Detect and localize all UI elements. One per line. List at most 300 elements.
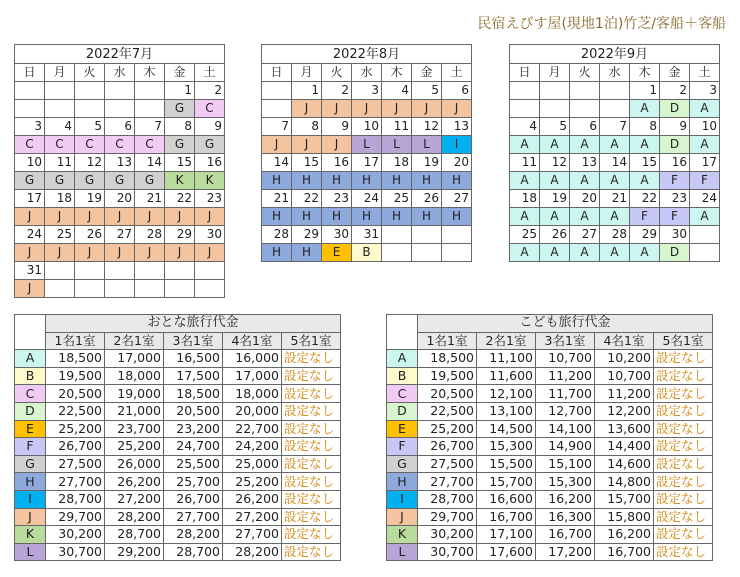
rate-code-cell: A [540,136,570,154]
rate-code-cell: C [105,136,135,154]
rate-code-cell: D [15,402,46,420]
price-cell: 16,300 [536,508,595,526]
month-label: 2022年7月 [15,45,225,64]
occupancy-header: 3名1室 [536,332,595,350]
price-cell: 11,200 [595,385,654,403]
date-cell: 8 [292,118,322,136]
rate-code-cell: C [195,100,225,118]
price-cell: 15,500 [477,455,536,473]
price-cell: 設定なし [282,490,341,508]
code-row [262,244,472,262]
date-cell: 10 [15,154,45,172]
price-cell: 21,000 [105,402,164,420]
code-row [510,100,720,118]
rate-code-cell: H [262,208,292,226]
weekday-cell: 金 [660,64,690,82]
price-row [387,385,713,403]
date-cell: 9 [660,118,690,136]
price-cell: 設定なし [282,385,341,403]
rate-code-cell: G [135,172,165,190]
rate-code-cell [75,100,105,118]
date-cell: 22 [630,190,660,208]
price-cell: 設定なし [282,402,341,420]
date-cell: 13 [442,118,472,136]
rate-code-cell: H [387,473,418,491]
rate-code-cell: L [15,543,46,561]
rate-code-cell: G [15,455,46,473]
price-cell: 11,200 [536,367,595,385]
price-cell: 11,600 [477,367,536,385]
price-row [15,402,341,420]
price-cell: 11,700 [536,385,595,403]
date-row [262,118,472,136]
price-cell: 設定なし [654,543,713,561]
price-cell: 14,800 [595,473,654,491]
date-row [262,190,472,208]
price-cell: 28,200 [164,526,223,544]
price-cell: 10,700 [595,367,654,385]
rate-code-cell: G [195,136,225,154]
price-cell: 設定なし [282,526,341,544]
price-cell: 16,200 [595,526,654,544]
calendar-september [509,44,720,262]
date-cell: 16 [322,154,352,172]
rate-code-cell: H [382,172,412,190]
code-row [510,244,720,262]
price-cell: 13,100 [477,402,536,420]
price-cell: 24,700 [164,438,223,456]
weekday-cell: 日 [510,64,540,82]
price-cell: 27,700 [46,473,105,491]
occupancy-header: 4名1室 [223,332,282,350]
weekday-cell: 水 [600,64,630,82]
date-cell: 30 [322,226,352,244]
price-cell: 設定なし [282,543,341,561]
date-cell: 27 [570,226,600,244]
rate-code-cell: F [660,172,690,190]
price-cell: 25,700 [164,473,223,491]
price-cell: 19,500 [418,367,477,385]
rate-code-cell: J [15,280,45,298]
rate-code-cell: G [165,100,195,118]
rate-code-cell: A [630,172,660,190]
price-row [15,508,341,526]
price-cell: 18,000 [105,367,164,385]
date-cell [510,82,540,100]
rate-code-cell: A [15,350,46,368]
rate-code-cell: H [442,208,472,226]
rate-code-cell: J [195,244,225,262]
rate-code-cell: L [382,136,412,154]
price-row [15,367,341,385]
rate-code-cell: A [630,100,660,118]
child-price-table [386,314,713,561]
date-cell [105,82,135,100]
date-cell: 8 [630,118,660,136]
price-cell: 27,700 [164,508,223,526]
price-cell: 28,200 [223,543,282,561]
price-row [387,350,713,368]
price-cell: 22,500 [418,402,477,420]
date-cell: 6 [105,118,135,136]
rate-code-cell: H [292,244,322,262]
date-cell: 13 [105,154,135,172]
rate-code-cell: J [165,208,195,226]
rate-code-cell: A [540,172,570,190]
date-cell: 18 [510,190,540,208]
price-cell: 設定なし [282,420,341,438]
price-row [387,526,713,544]
date-cell: 4 [382,82,412,100]
date-cell: 5 [75,118,105,136]
price-cell: 14,400 [595,438,654,456]
price-cell: 19,000 [105,385,164,403]
rate-code-cell: L [352,136,382,154]
weekday-cell: 日 [15,64,45,82]
price-row [15,455,341,473]
rate-code-cell: I [15,490,46,508]
rate-code-cell: F [690,172,720,190]
price-row [15,473,341,491]
price-row [387,543,713,561]
date-cell: 12 [75,154,105,172]
date-cell: 14 [262,154,292,172]
date-cell: 3 [690,82,720,100]
date-cell: 2 [322,82,352,100]
price-row [387,402,713,420]
date-cell [45,262,75,280]
price-cell: 16,500 [164,350,223,368]
date-cell [165,262,195,280]
code-row [15,172,225,190]
date-cell: 28 [600,226,630,244]
date-row [15,190,225,208]
date-cell: 4 [45,118,75,136]
date-cell: 26 [75,226,105,244]
price-cell: 設定なし [654,385,713,403]
rate-code-cell [15,100,45,118]
rate-code-cell [262,100,292,118]
date-cell: 13 [570,154,600,172]
date-cell: 20 [442,154,472,172]
rate-code-cell: A [630,244,660,262]
price-cell: 30,700 [46,543,105,561]
date-row [262,82,472,100]
date-cell: 16 [195,154,225,172]
price-cell: 15,800 [595,508,654,526]
price-cell: 25,500 [164,455,223,473]
date-row [510,154,720,172]
price-cell: 25,200 [46,420,105,438]
rate-code-cell: J [75,244,105,262]
price-cell: 12,700 [536,402,595,420]
code-row [15,100,225,118]
price-cell: 11,100 [477,350,536,368]
price-header-row [15,332,341,350]
rate-code-cell: L [412,136,442,154]
rate-code-cell: H [322,172,352,190]
date-cell [412,226,442,244]
price-cell: 設定なし [654,367,713,385]
price-cell: 16,200 [536,490,595,508]
month-header-row [262,45,472,64]
date-cell: 15 [630,154,660,172]
calendar-july [14,44,225,298]
rate-code-cell: H [262,172,292,190]
price-cell: 26,000 [105,455,164,473]
price-row [15,385,341,403]
price-cell: 25,200 [105,438,164,456]
rate-code-cell: A [630,136,660,154]
rate-code-cell [570,100,600,118]
rate-code-cell: B [15,367,46,385]
date-cell [690,226,720,244]
date-cell [15,82,45,100]
date-cell: 27 [442,190,472,208]
rate-code-cell: A [510,172,540,190]
rate-code-cell: D [660,100,690,118]
price-cell: 27,500 [46,455,105,473]
code-row [510,208,720,226]
date-cell: 7 [600,118,630,136]
rate-code-cell: H [262,244,292,262]
corner-cell [387,315,418,350]
rate-code-cell: J [412,100,442,118]
rate-code-cell: A [600,172,630,190]
rate-code-cell [105,100,135,118]
price-cell: 28,200 [105,508,164,526]
weekday-cell: 土 [195,64,225,82]
date-row [15,118,225,136]
date-cell [105,262,135,280]
weekday-row [262,64,472,82]
month-label: 2022年9月 [510,45,720,64]
price-cell: 18,500 [418,350,477,368]
weekday-cell: 水 [352,64,382,82]
rate-code-cell: H [382,208,412,226]
weekday-cell: 火 [75,64,105,82]
date-cell: 21 [262,190,292,208]
rate-code-cell: J [352,100,382,118]
date-cell: 1 [630,82,660,100]
price-cell: 25,200 [418,420,477,438]
price-cell: 17,600 [477,543,536,561]
weekday-cell: 金 [412,64,442,82]
code-row [262,172,472,190]
date-cell: 29 [165,226,195,244]
date-cell: 7 [135,118,165,136]
rate-code-cell: J [45,208,75,226]
price-cell: 18,500 [46,350,105,368]
rate-code-cell: H [442,172,472,190]
price-cell: 26,700 [164,490,223,508]
date-cell: 9 [195,118,225,136]
date-row [15,226,225,244]
rate-code-cell: B [387,367,418,385]
rate-code-cell [165,280,195,298]
date-cell: 6 [570,118,600,136]
price-cell: 20,500 [46,385,105,403]
rate-code-cell: E [15,420,46,438]
occupancy-header: 2名1室 [105,332,164,350]
date-cell: 30 [195,226,225,244]
rate-code-cell: J [292,100,322,118]
price-cell: 10,700 [536,350,595,368]
date-cell: 14 [135,154,165,172]
rate-code-cell: J [387,508,418,526]
price-cell: 設定なし [282,473,341,491]
occupancy-header: 2名1室 [477,332,536,350]
price-cell: 29,700 [418,508,477,526]
date-cell: 5 [540,118,570,136]
weekday-cell: 木 [382,64,412,82]
date-cell: 26 [412,190,442,208]
date-cell: 18 [45,190,75,208]
date-cell: 17 [15,190,45,208]
date-cell: 9 [322,118,352,136]
price-cell: 15,100 [536,455,595,473]
rate-code-cell: A [600,244,630,262]
date-cell [195,262,225,280]
rate-code-cell: F [660,208,690,226]
rate-code-cell: A [570,172,600,190]
price-cell: 16,600 [477,490,536,508]
price-cell: 13,600 [595,420,654,438]
price-cell: 設定なし [654,490,713,508]
rate-code-cell [135,280,165,298]
rate-code-cell: C [45,136,75,154]
price-cell: 20,500 [164,402,223,420]
weekday-cell: 月 [540,64,570,82]
rate-code-cell: C [75,136,105,154]
price-cell: 28,700 [164,543,223,561]
date-cell: 6 [442,82,472,100]
weekday-cell: 水 [105,64,135,82]
rate-code-cell: A [570,208,600,226]
date-cell: 23 [195,190,225,208]
date-cell: 2 [195,82,225,100]
date-cell [45,82,75,100]
price-cell: 26,200 [223,490,282,508]
date-cell: 16 [660,154,690,172]
rate-code-cell: D [660,244,690,262]
date-cell: 21 [135,190,165,208]
rate-code-cell: A [510,136,540,154]
date-cell: 25 [510,226,540,244]
rate-code-cell [382,244,412,262]
rate-code-cell: J [15,508,46,526]
date-cell [600,82,630,100]
month-label: 2022年8月 [262,45,472,64]
price-cell: 設定なし [654,526,713,544]
rate-code-cell [45,280,75,298]
price-header-row [387,332,713,350]
rate-code-cell [690,244,720,262]
price-cell: 23,700 [105,420,164,438]
date-cell: 28 [262,226,292,244]
date-cell: 15 [292,154,322,172]
weekday-cell: 土 [690,64,720,82]
rate-code-cell: H [292,172,322,190]
code-row [510,136,720,154]
code-row [262,100,472,118]
date-cell: 15 [165,154,195,172]
rate-code-cell: J [15,244,45,262]
rate-code-cell: G [75,172,105,190]
price-cell: 24,200 [223,438,282,456]
price-cell: 22,500 [46,402,105,420]
price-cell: 17,000 [223,367,282,385]
date-cell: 10 [352,118,382,136]
price-row [387,490,713,508]
price-cell: 30,700 [418,543,477,561]
rate-code-cell: H [412,208,442,226]
price-row [15,526,341,544]
rate-code-cell: A [570,244,600,262]
price-row [15,438,341,456]
rate-code-cell: A [690,136,720,154]
date-row [15,82,225,100]
month-header-row [15,45,225,64]
rate-code-cell: J [165,244,195,262]
rate-code-cell [195,280,225,298]
date-cell: 11 [510,154,540,172]
rate-code-cell: A [600,208,630,226]
price-cell: 15,300 [477,438,536,456]
rate-code-cell [135,100,165,118]
date-cell: 24 [15,226,45,244]
rate-code-cell: J [195,208,225,226]
date-cell: 24 [690,190,720,208]
weekday-cell: 金 [165,64,195,82]
rate-code-cell: I [387,490,418,508]
date-cell: 11 [382,118,412,136]
price-cell: 14,500 [477,420,536,438]
price-cell: 20,500 [418,385,477,403]
rate-code-cell: J [442,100,472,118]
price-cell: 設定なし [654,350,713,368]
rate-code-cell [45,100,75,118]
price-title-row [15,315,341,333]
rate-code-cell: J [135,208,165,226]
date-row [510,190,720,208]
date-cell: 3 [15,118,45,136]
date-cell: 19 [412,154,442,172]
weekday-cell: 木 [630,64,660,82]
date-cell: 17 [690,154,720,172]
occupancy-header: 1名1室 [46,332,105,350]
price-cell: 設定なし [282,508,341,526]
weekday-cell: 木 [135,64,165,82]
date-cell: 25 [45,226,75,244]
price-cell: 17,000 [105,350,164,368]
date-cell: 1 [292,82,322,100]
rate-code-cell: C [15,136,45,154]
rate-code-cell: C [387,385,418,403]
price-cell: 15,700 [477,473,536,491]
date-cell [540,82,570,100]
price-cell: 29,200 [105,543,164,561]
date-row [262,226,472,244]
price-cell: 15,300 [536,473,595,491]
date-cell: 23 [322,190,352,208]
rate-code-cell [75,280,105,298]
price-row [15,490,341,508]
rate-code-cell: K [165,172,195,190]
price-cell: 28,700 [105,526,164,544]
rate-code-cell: L [387,543,418,561]
adult-price-table [14,314,341,561]
